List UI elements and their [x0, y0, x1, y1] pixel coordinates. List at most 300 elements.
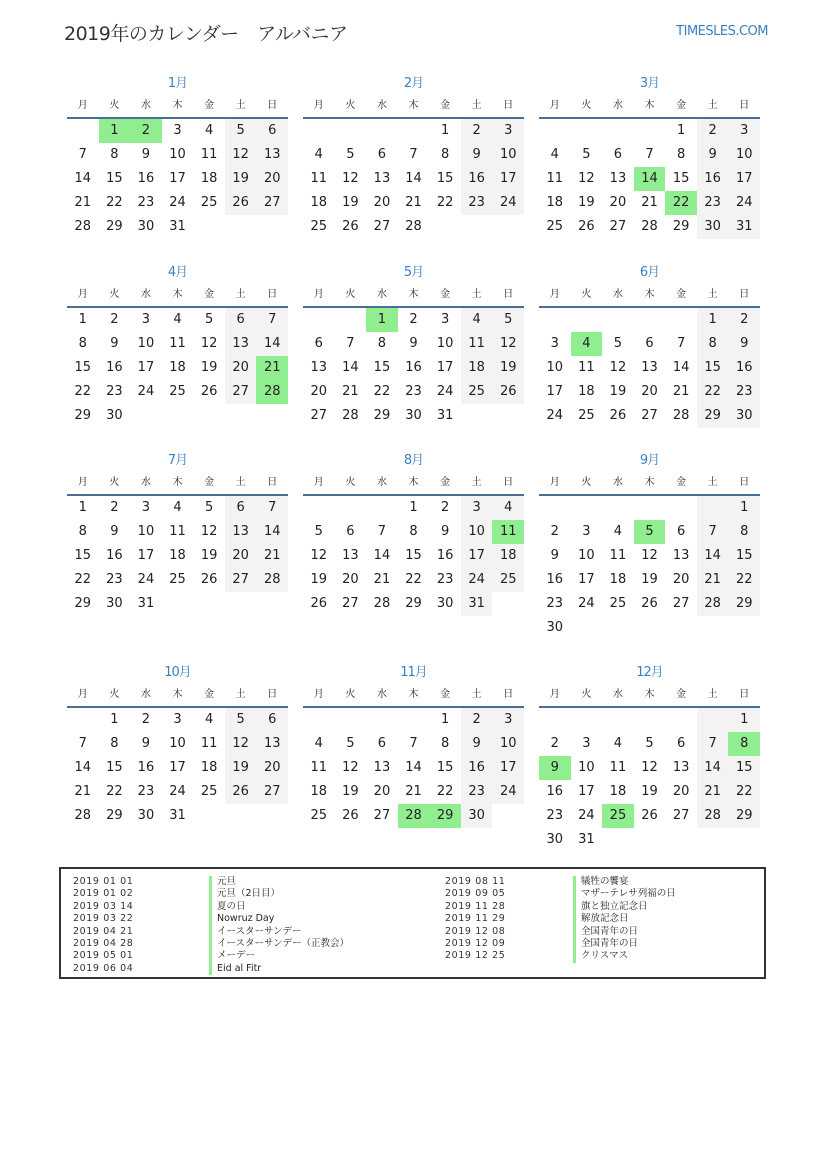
- day-cell: 7: [697, 732, 729, 756]
- empty-cell: [602, 708, 634, 732]
- day-cell: 16: [106, 548, 123, 563]
- day-cell: 8: [78, 524, 87, 539]
- day-cell: 7: [256, 308, 288, 332]
- day-cell: 22: [665, 191, 697, 215]
- month-name: 9月: [639, 453, 660, 468]
- day-cell: 16: [106, 360, 123, 375]
- day-cell: 2: [728, 308, 760, 332]
- day-cell: 29: [373, 408, 391, 423]
- day-cell: 9: [461, 732, 493, 756]
- holiday-name: Eid al Fitr: [209, 963, 261, 975]
- weekday-label: 月: [77, 100, 88, 111]
- month-12: [539, 661, 760, 852]
- day-cell: 11: [546, 171, 564, 186]
- day-cell: 3: [173, 712, 182, 727]
- week-row: [67, 356, 288, 380]
- day-cell: 5: [582, 147, 591, 162]
- week-row: [303, 356, 524, 380]
- day-cell: 24: [578, 596, 595, 611]
- month-name: 10月: [164, 665, 191, 680]
- day-cell: 3: [582, 736, 591, 751]
- empty-cell: [665, 708, 697, 732]
- empty-cell: [571, 308, 603, 332]
- week-row: [539, 143, 760, 167]
- day-cell: 1: [366, 308, 398, 332]
- day-cell: 20: [373, 784, 391, 799]
- day-cell: 28: [405, 219, 422, 234]
- day-cell: 19: [200, 360, 218, 375]
- day-cell: 28: [398, 804, 430, 828]
- weekday-label: 土: [235, 689, 246, 700]
- day-cell: 31: [169, 219, 186, 234]
- weekday-label: 金: [676, 289, 687, 300]
- day-cell: 22: [405, 572, 422, 587]
- day-cell: 9: [110, 524, 119, 539]
- day-cell: 17: [169, 760, 186, 775]
- empty-cell: [461, 404, 493, 428]
- day-cell: 17: [169, 171, 186, 186]
- empty-cell: [602, 119, 634, 143]
- week-row: [303, 332, 524, 356]
- weekday-label: 水: [140, 477, 151, 488]
- month-3: [539, 72, 760, 239]
- day-cell: 20: [310, 384, 328, 399]
- day-cell: 12: [641, 548, 658, 563]
- day-cell: 30: [106, 596, 123, 611]
- day-cell: 1: [440, 123, 450, 138]
- weekday-label: 水: [376, 477, 387, 488]
- empty-cell: [602, 308, 634, 332]
- day-cell: 19: [578, 195, 595, 210]
- weekday-label: 木: [408, 477, 419, 488]
- week-row: [67, 592, 288, 616]
- day-cell: 19: [200, 548, 218, 563]
- weekday-label: 木: [644, 477, 655, 488]
- week-row: [67, 804, 288, 828]
- weekday-label: 金: [204, 289, 215, 300]
- empty-cell: [335, 119, 367, 143]
- day-cell: 29: [74, 408, 92, 423]
- day-cell: 8: [110, 736, 119, 751]
- week-row: [67, 119, 288, 143]
- day-cell: 4: [314, 736, 323, 751]
- day-cell: 7: [409, 736, 418, 751]
- empty-cell: [728, 828, 760, 852]
- month-8: [303, 449, 524, 616]
- day-cell: 30: [546, 620, 564, 635]
- day-cell: 15: [74, 548, 92, 563]
- day-cell: 10: [137, 336, 155, 351]
- weekday-label: 水: [140, 289, 151, 300]
- weekday-label: 日: [267, 689, 278, 700]
- day-cell: 18: [492, 544, 524, 568]
- day-cell: 5: [634, 520, 666, 544]
- day-cell: 9: [409, 336, 418, 351]
- day-cell: 16: [137, 171, 155, 186]
- empty-cell: [366, 708, 398, 732]
- empty-cell: [67, 119, 99, 143]
- weekday-label: 月: [313, 689, 324, 700]
- day-cell: 22: [373, 384, 391, 399]
- day-cell: 2: [697, 119, 729, 143]
- day-cell: 16: [546, 784, 564, 799]
- day-cell: 4: [550, 147, 559, 162]
- week-row: [67, 191, 288, 215]
- month-6: [539, 261, 760, 428]
- week-row: [67, 143, 288, 167]
- day-cell: 2: [550, 524, 559, 539]
- day-cell: 18: [578, 384, 595, 399]
- empty-cell: [193, 215, 225, 239]
- day-cell: 12: [342, 171, 359, 186]
- day-cell: 24: [578, 808, 595, 823]
- day-cell: 25: [310, 808, 328, 823]
- day-cell: 7: [645, 147, 654, 162]
- weekday-label: 火: [581, 689, 592, 700]
- day-cell: 6: [225, 308, 257, 332]
- week-row: [539, 616, 760, 640]
- day-cell: 27: [672, 808, 690, 823]
- weekday-label: 土: [235, 477, 246, 488]
- day-cell: 1: [78, 500, 87, 515]
- day-cell: 27: [672, 596, 690, 611]
- day-cell: 25: [200, 195, 218, 210]
- day-cell: 19: [225, 756, 257, 780]
- week-row: [67, 496, 288, 520]
- day-cell: 27: [225, 380, 257, 404]
- day-cell: 12: [200, 336, 218, 351]
- weekday-label: 火: [109, 289, 120, 300]
- day-cell: 30: [137, 808, 155, 823]
- day-cell: 10: [461, 520, 493, 544]
- day-cell: 8: [409, 524, 418, 539]
- empty-cell: [571, 496, 603, 520]
- day-cell: 13: [373, 171, 391, 186]
- empty-cell: [429, 215, 461, 239]
- day-cell: 29: [405, 596, 422, 611]
- month-9: [539, 449, 760, 640]
- day-cell: 14: [373, 548, 391, 563]
- weekday-label: 水: [612, 100, 623, 111]
- day-cell: 12: [641, 760, 658, 775]
- day-cell: 21: [256, 544, 288, 568]
- weekday-header: [539, 285, 760, 308]
- day-cell: 26: [641, 596, 658, 611]
- day-cell: 9: [461, 143, 493, 167]
- week-row: [539, 119, 760, 143]
- weekday-label: 月: [549, 289, 560, 300]
- holiday-name: 元旦（2日目）: [209, 888, 280, 900]
- day-cell: 11: [200, 147, 218, 162]
- day-cell: 20: [672, 784, 690, 799]
- week-row: [303, 804, 524, 828]
- day-cell: 7: [676, 336, 686, 351]
- weekday-label: 金: [204, 477, 215, 488]
- day-cell: 29: [106, 219, 123, 234]
- day-cell: 18: [461, 356, 493, 380]
- weekday-label: 月: [313, 477, 324, 488]
- day-cell: 3: [492, 708, 524, 732]
- empty-cell: [539, 308, 571, 332]
- weekday-header: [303, 685, 524, 708]
- day-cell: 5: [346, 147, 355, 162]
- day-cell: 24: [137, 572, 155, 587]
- day-cell: 6: [225, 496, 257, 520]
- empty-cell: [571, 119, 603, 143]
- day-cell: 10: [169, 147, 186, 162]
- empty-cell: [67, 708, 99, 732]
- day-cell: 20: [256, 756, 288, 780]
- day-cell: 7: [78, 147, 87, 162]
- weekday-label: 火: [581, 289, 592, 300]
- day-cell: 8: [728, 520, 760, 544]
- day-cell: 26: [200, 572, 218, 587]
- weekday-label: 木: [172, 289, 183, 300]
- holiday-date: 2019 09 05: [445, 888, 506, 900]
- empty-cell: [225, 592, 257, 616]
- day-cell: 18: [169, 360, 186, 375]
- weekday-label: 火: [345, 477, 356, 488]
- day-cell: 6: [613, 147, 623, 162]
- week-row: [303, 520, 524, 544]
- day-cell: 7: [409, 147, 418, 162]
- day-cell: 13: [256, 732, 288, 756]
- week-row: [67, 167, 288, 191]
- week-row: [303, 380, 524, 404]
- week-row: [539, 308, 760, 332]
- day-cell: 1: [728, 708, 760, 732]
- month-name: 8月: [403, 453, 424, 468]
- holiday-date: 2019 05 01: [73, 950, 134, 962]
- day-cell: 10: [492, 732, 524, 756]
- weekday-header: [303, 285, 524, 308]
- day-cell: 6: [377, 147, 387, 162]
- weekday-label: 土: [471, 100, 482, 111]
- weekday-label: 金: [440, 689, 451, 700]
- day-cell: 15: [697, 356, 729, 380]
- holiday-name: 犠牲の饗宴: [573, 876, 629, 888]
- day-cell: 15: [405, 548, 422, 563]
- week-row: [67, 780, 288, 804]
- week-row: [303, 708, 524, 732]
- day-cell: 31: [137, 596, 155, 611]
- weekday-label: 月: [313, 100, 324, 111]
- week-row: [539, 708, 760, 732]
- day-cell: 27: [225, 568, 257, 592]
- weekday-label: 金: [440, 289, 451, 300]
- day-cell: 29: [728, 592, 760, 616]
- day-cell: 3: [141, 500, 151, 515]
- day-cell: 6: [314, 336, 323, 351]
- day-cell: 4: [461, 308, 493, 332]
- empty-cell: [571, 708, 603, 732]
- weekday-label: 月: [313, 289, 324, 300]
- holiday-name: Nowruz Day: [209, 913, 274, 925]
- day-cell: 9: [110, 336, 119, 351]
- day-cell: 9: [728, 332, 760, 356]
- empty-cell: [665, 616, 697, 640]
- day-cell: 26: [342, 219, 359, 234]
- weekday-label: 木: [644, 289, 655, 300]
- weekday-label: 月: [549, 477, 560, 488]
- week-row: [67, 732, 288, 756]
- empty-cell: [256, 804, 288, 828]
- week-row: [303, 496, 524, 520]
- day-cell: 13: [609, 171, 627, 186]
- weekday-label: 金: [676, 477, 687, 488]
- day-cell: 5: [492, 308, 524, 332]
- week-row: [539, 756, 760, 780]
- month-name: 5月: [403, 265, 424, 280]
- day-cell: 28: [672, 408, 690, 423]
- week-row: [303, 143, 524, 167]
- week-row: [67, 215, 288, 239]
- weekday-header: [67, 96, 288, 119]
- day-cell: 22: [74, 572, 92, 587]
- day-cell: 10: [137, 524, 155, 539]
- day-cell: 28: [74, 808, 92, 823]
- holiday-name: イースターサンデー: [209, 926, 302, 938]
- empty-cell: [256, 404, 288, 428]
- day-cell: 28: [256, 380, 288, 404]
- day-cell: 11: [169, 524, 186, 539]
- week-row: [303, 191, 524, 215]
- day-cell: 30: [728, 404, 760, 428]
- holiday-name: イースターサンデー（正教会）: [209, 938, 349, 950]
- day-cell: 16: [436, 548, 454, 563]
- day-cell: 17: [492, 756, 524, 780]
- day-cell: 2: [550, 736, 559, 751]
- day-cell: 19: [609, 384, 627, 399]
- weekday-label: 水: [612, 289, 623, 300]
- day-cell: 18: [546, 195, 564, 210]
- empty-cell: [303, 708, 335, 732]
- holiday-date: 2019 12 09: [445, 937, 506, 949]
- empty-cell: [665, 308, 697, 332]
- day-cell: 24: [492, 191, 524, 215]
- day-cell: 3: [440, 312, 450, 327]
- day-cell: 28: [697, 592, 729, 616]
- day-cell: 1: [440, 712, 450, 727]
- day-cell: 26: [342, 808, 359, 823]
- week-row: [539, 544, 760, 568]
- day-cell: 14: [342, 360, 359, 375]
- holiday-name: 元旦: [209, 876, 236, 888]
- weekday-label: 月: [77, 477, 88, 488]
- day-cell: 30: [137, 219, 155, 234]
- day-cell: 8: [728, 732, 760, 756]
- empty-cell: [602, 616, 634, 640]
- day-cell: 21: [672, 384, 690, 399]
- day-cell: 4: [204, 712, 214, 727]
- empty-cell: [539, 708, 571, 732]
- week-row: [303, 404, 524, 428]
- day-cell: 15: [672, 171, 690, 186]
- day-cell: 22: [436, 195, 454, 210]
- month-4: [67, 261, 288, 428]
- empty-cell: [539, 119, 571, 143]
- day-cell: 26: [225, 780, 257, 804]
- day-cell: 23: [137, 195, 155, 210]
- day-cell: 10: [492, 143, 524, 167]
- empty-cell: [193, 804, 225, 828]
- week-row: [67, 756, 288, 780]
- week-row: [303, 544, 524, 568]
- day-cell: 23: [546, 808, 564, 823]
- weekday-label: 金: [676, 100, 687, 111]
- weekday-label: 木: [172, 100, 183, 111]
- day-cell: 14: [634, 167, 666, 191]
- day-cell: 11: [492, 520, 524, 544]
- day-cell: 30: [436, 596, 454, 611]
- day-cell: 23: [436, 572, 454, 587]
- day-cell: 1: [676, 123, 686, 138]
- day-cell: 16: [546, 572, 564, 587]
- day-cell: 22: [106, 784, 123, 799]
- day-cell: 20: [225, 356, 257, 380]
- day-cell: 18: [609, 572, 627, 587]
- day-cell: 28: [373, 596, 391, 611]
- day-cell: 5: [204, 500, 214, 515]
- month-10: [67, 661, 288, 828]
- day-cell: 18: [310, 784, 328, 799]
- day-cell: 21: [373, 572, 391, 587]
- day-cell: 13: [672, 548, 690, 563]
- empty-cell: [634, 119, 666, 143]
- day-cell: 14: [256, 520, 288, 544]
- day-cell: 26: [609, 408, 627, 423]
- weekday-label: 水: [612, 477, 623, 488]
- day-cell: 27: [256, 780, 288, 804]
- week-row: [303, 167, 524, 191]
- day-cell: 14: [405, 760, 422, 775]
- holiday-date: 2019 12 25: [445, 950, 506, 962]
- empty-cell: [728, 616, 760, 640]
- empty-cell: [492, 804, 524, 828]
- day-cell: 4: [173, 500, 182, 515]
- empty-cell: [492, 215, 524, 239]
- day-cell: 16: [137, 760, 155, 775]
- day-cell: 26: [310, 596, 328, 611]
- empty-cell: [130, 404, 162, 428]
- empty-cell: [697, 616, 729, 640]
- day-cell: 31: [578, 832, 595, 847]
- week-row: [303, 780, 524, 804]
- week-row: [67, 568, 288, 592]
- weekday-label: 金: [440, 100, 451, 111]
- day-cell: 1: [697, 308, 729, 332]
- empty-cell: [225, 804, 257, 828]
- day-cell: 21: [697, 568, 729, 592]
- day-cell: 23: [106, 384, 123, 399]
- week-row: [67, 332, 288, 356]
- day-cell: 29: [106, 808, 123, 823]
- weekday-header: [303, 96, 524, 119]
- day-cell: 2: [110, 312, 119, 327]
- day-cell: 6: [256, 119, 288, 143]
- day-cell: 26: [578, 219, 595, 234]
- day-cell: 12: [225, 732, 257, 756]
- empty-cell: [256, 215, 288, 239]
- site-name: TIMESLES.COM: [676, 24, 768, 39]
- holiday-date: 2019 03 22: [73, 913, 134, 925]
- empty-cell: [634, 828, 666, 852]
- day-cell: 2: [141, 712, 151, 727]
- day-cell: 2: [461, 119, 493, 143]
- weekday-label: 水: [376, 100, 387, 111]
- weekday-label: 水: [376, 289, 387, 300]
- weekday-label: 月: [77, 689, 88, 700]
